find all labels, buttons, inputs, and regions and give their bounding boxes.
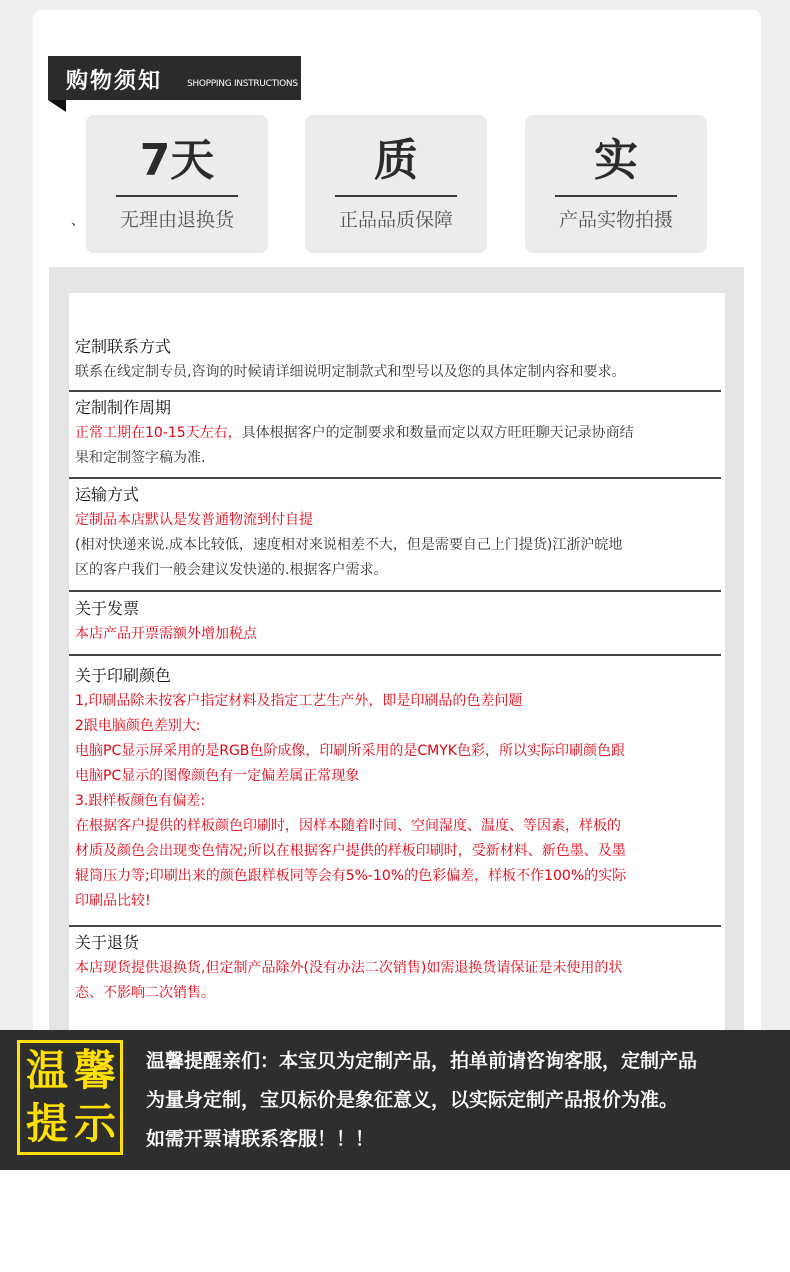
feature-small-label: 产品实物拍摄	[558, 209, 673, 231]
badge-char: 馨	[73, 1046, 116, 1095]
color-line: 电脑PC显示屏采用的是RGB色阶成像，印刷所采用的是CMYK色彩，所以实际印刷颜色跟	[75, 743, 625, 759]
section-divider	[69, 477, 721, 479]
section-text: 具体根据客户的定制要求和数量而定以双方旺旺聊天记录协商结	[241, 425, 634, 441]
section-text: 区的客户我们一般会建议发快递的.根据客户需求。	[75, 562, 388, 578]
highlight-text: 本店产品开票需额外增加税点	[75, 626, 257, 642]
color-line: 2跟电脑颜色差别大:	[75, 718, 201, 734]
feature-real-photo	[525, 115, 707, 253]
reminder-line: 为量身定制，宝贝标价是象征意义，以实际定制产品报价为准。	[146, 1089, 679, 1111]
highlight-text: 态、不影响二次销售。	[75, 985, 215, 1001]
badge-char: 提	[25, 1099, 68, 1148]
stray-mark: 、	[71, 213, 85, 229]
reminder-text	[146, 1042, 786, 1159]
section-title: 运输方式	[75, 485, 140, 504]
badge-char: 示	[73, 1099, 116, 1148]
feature-divider	[116, 195, 238, 197]
section-contact	[75, 334, 721, 385]
section-title: 关于印刷颜色	[75, 666, 172, 685]
section-title: 定制联系方式	[75, 337, 172, 356]
section-divider	[69, 654, 721, 656]
section-shipping	[75, 482, 721, 583]
section-title: 定制制作周期	[75, 398, 172, 417]
section-text: 果和定制签字稿为准.	[75, 450, 206, 466]
highlight-text: 正常工期在10-15天左右，	[75, 425, 242, 441]
feature-divider	[335, 195, 457, 197]
warm-reminder-badge	[17, 1040, 123, 1155]
feature-big-label: 7天	[139, 135, 215, 186]
color-line: 电脑PC显示的图像颜色有一定偏差属正常现象	[75, 768, 360, 784]
section-title: 关于退货	[75, 933, 140, 952]
banner-subtitle: SHOPPING INSTRUCTIONS	[187, 79, 298, 89]
section-returns	[75, 930, 721, 1006]
highlight-text: 本店现货提供退换货,但定制产品除外(没有办法二次销售)如需退换货请保证是未使用的状	[75, 960, 623, 976]
color-line: 3.跟样板颜色有偏差:	[75, 793, 206, 809]
feature-small-label: 正品品质保障	[338, 209, 453, 231]
banner-title: 购物须知	[66, 69, 163, 94]
warm-reminder-bar	[0, 1030, 790, 1170]
section-print-color	[75, 663, 721, 914]
color-line: 在根据客户提供的样板颜色印刷时，因样本随着时间、空间湿度、温度、等因素，样板的	[75, 818, 621, 834]
shopping-instructions-banner	[48, 56, 301, 100]
badge-char: 温	[25, 1046, 68, 1095]
section-title: 关于发票	[75, 599, 140, 618]
feature-quality	[305, 115, 487, 253]
feature-big-label: 质	[374, 135, 418, 186]
feature-small-label: 无理由退换货	[119, 209, 234, 231]
color-line: 材质及颜色会出现变色情况;所以在根据客户提供的样板印刷时，受新材料、新色墨、及墨	[75, 843, 626, 859]
feature-big-label: 实	[594, 135, 638, 186]
section-divider	[69, 390, 721, 392]
section-divider	[69, 590, 721, 592]
color-line: 1,印刷品除未按客户指定材料及指定工艺生产外，即是印刷品的色差问题	[75, 693, 523, 709]
section-divider	[69, 925, 721, 927]
color-line: 印刷品比较!	[75, 893, 151, 909]
section-text: (相对快递来说.成本比较低，速度相对来说相差不大，但是需要自己上门提货)江浙沪皖地	[75, 537, 623, 553]
feature-return-7days	[86, 115, 268, 253]
section-invoice	[75, 596, 721, 647]
reminder-line: 如需开票请联系客服！！！	[146, 1128, 375, 1150]
section-text: 联系在线定制专员,咨询的时候请详细说明定制款式和型号以及您的具体定制内容和要求。	[75, 364, 626, 380]
section-cycle	[75, 395, 721, 471]
highlight-text: 定制品本店默认是发普通物流到付自提	[75, 512, 313, 528]
color-line: 辊筒压力等;印刷出来的颜色跟样板同等会有5%-10%的色彩偏差，样板不作100%的实际	[75, 868, 627, 884]
feature-divider	[555, 195, 677, 197]
reminder-line: 温馨提醒亲们：本宝贝为定制产品，拍单前请咨询客服，定制产品	[146, 1050, 698, 1072]
info-content	[69, 293, 725, 1033]
